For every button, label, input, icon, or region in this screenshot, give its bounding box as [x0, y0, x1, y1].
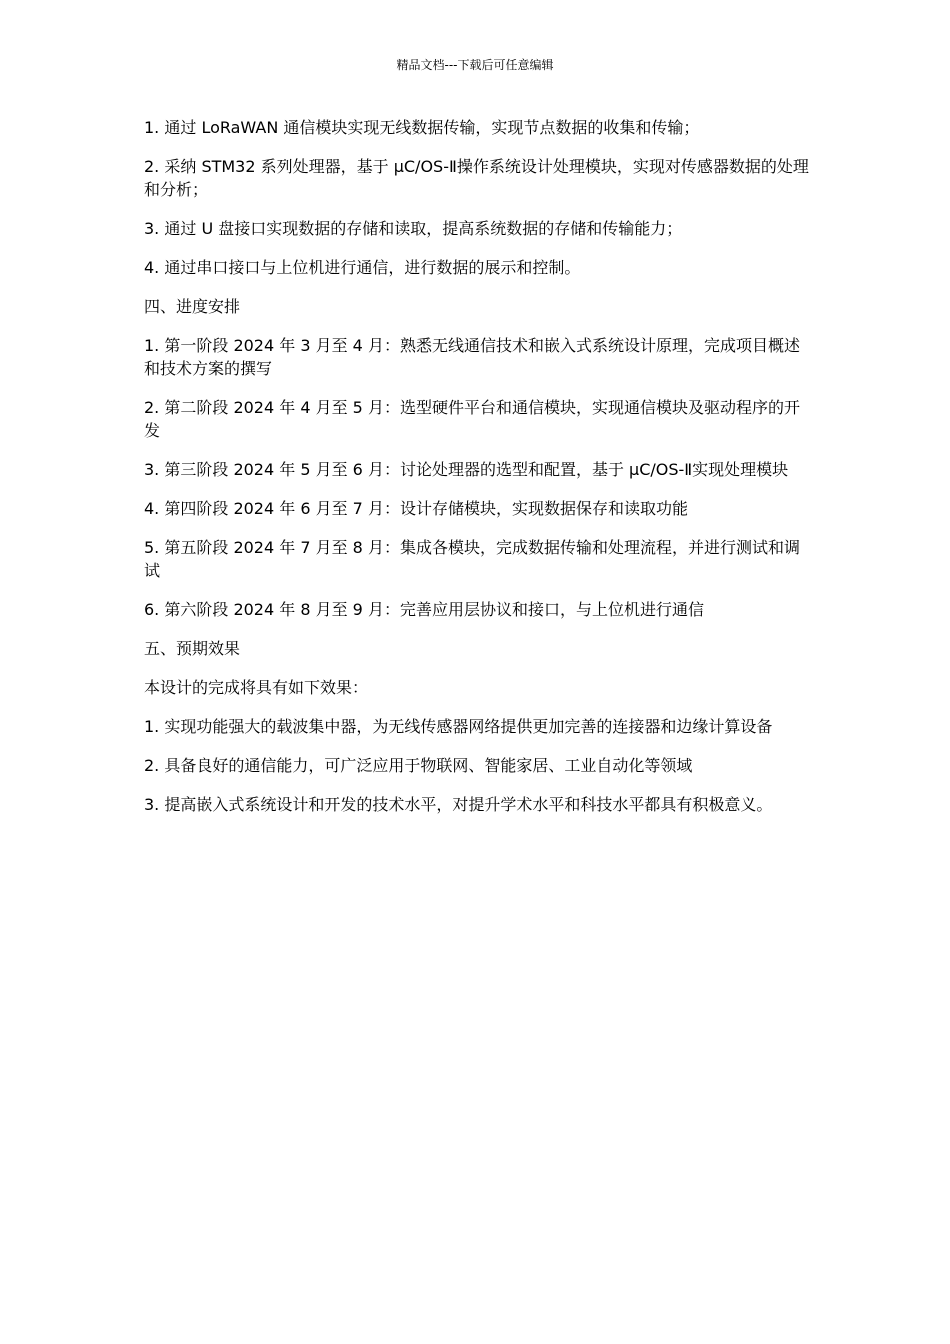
- page-header: 精品文档---下载后可任意编辑: [396, 58, 554, 72]
- results-intro: 本设计的完成将具有如下效果：: [144, 678, 369, 697]
- result-item-3: 3. 提高嵌入式系统设计和开发的技术水平，对提升学术水平和科技水平都具有积极意义。: [144, 795, 773, 814]
- document-body: [144, 116, 812, 832]
- paragraph-goal-4: 4. 通过串口接口与上位机进行通信，进行数据的展示和控制。: [144, 258, 581, 277]
- paragraph-goal-2: 2. 采纳 STM32 系列处理器，基于 μC/OS-Ⅱ操作系统设计处理模块，实现对传感器数据的处理和分析；: [144, 157, 809, 199]
- result-item-2: 2. 具备良好的通信能力，可广泛应用于物联网、智能家居、工业自动化等领域: [144, 756, 693, 775]
- schedule-item-3: 3. 第三阶段 2024 年 5 月至 6 月：讨论处理器的选型和配置，基于 μC/OS-Ⅱ实现处理模块: [144, 460, 789, 479]
- section-heading-expected-results: 五、预期效果: [144, 639, 241, 658]
- paragraph-goal-3: 3. 通过 U 盘接口实现数据的存储和读取，提高系统数据的存储和传输能力；: [144, 219, 683, 238]
- section-heading-schedule: 四、进度安排: [144, 297, 241, 316]
- schedule-item-4: 4. 第四阶段 2024 年 6 月至 7 月：设计存储模块，实现数据保存和读取功能: [144, 499, 688, 518]
- paragraph-goal-1: 1. 通过 LoRaWAN 通信模块实现无线数据传输，实现节点数据的收集和传输；: [144, 118, 700, 137]
- schedule-item-5: 5. 第五阶段 2024 年 7 月至 8 月：集成各模块，完成数据传输和处理流程，并进行测试和调试: [144, 538, 800, 580]
- schedule-item-1: 1. 第一阶段 2024 年 3 月至 4 月：熟悉无线通信技术和嵌入式系统设计原理，完成项目概述和技术方案的撰写: [144, 336, 800, 378]
- schedule-item-2: 2. 第二阶段 2024 年 4 月至 5 月：选型硬件平台和通信模块，实现通信模块及驱动程序的开发: [144, 398, 800, 440]
- result-item-1: 1. 实现功能强大的载波集中器，为无线传感器网络提供更加完善的连接器和边缘计算设备: [144, 717, 773, 736]
- schedule-item-6: 6. 第六阶段 2024 年 8 月至 9 月：完善应用层协议和接口，与上位机进行通信: [144, 600, 704, 619]
